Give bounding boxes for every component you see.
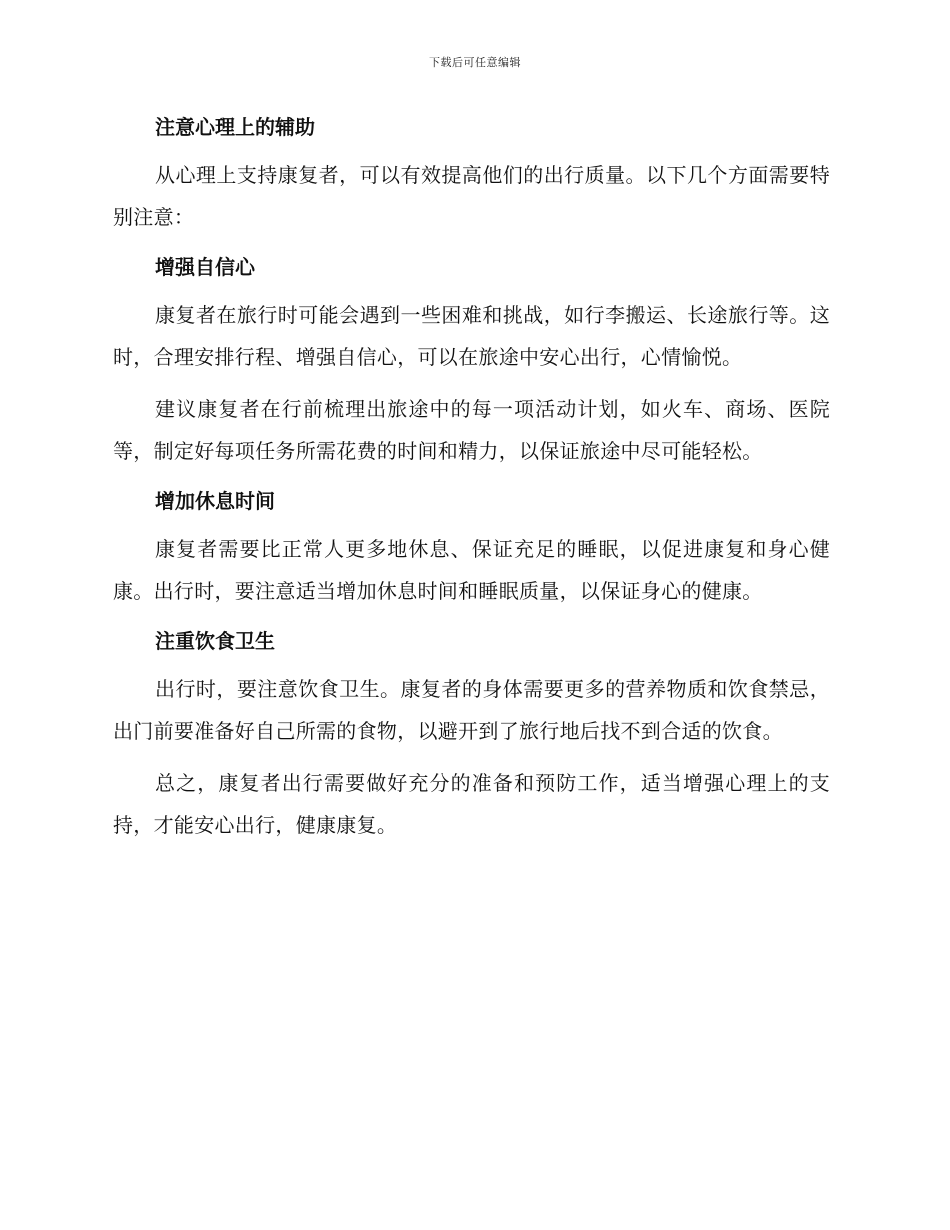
section-heading-confidence: 增强自信心: [155, 255, 255, 279]
paragraph-rest: 康复者需要比正常人更多地休息、保证充足的睡眠，以促进康复和身心健康。出行时，要注意适当增加休息时间和睡眠质量，以保证身心的健康。: [113, 537, 830, 603]
paragraph-diet: 出行时，要注意饮食卫生。康复者的身体需要更多的营养物质和饮食禁忌，出门前要准备好自己所需的食物，以避开到了旅行地后找不到合适的饮食。: [113, 677, 830, 743]
document-body: [113, 108, 830, 856]
section-heading-rest: 增加休息时间: [155, 489, 275, 513]
paragraph-conclusion: 总之，康复者出行需要做好充分的准备和预防工作，适当增强心理上的支持，才能安心出行，健康康复。: [113, 771, 830, 837]
page-header-note: 下载后可任意编辑: [429, 56, 521, 69]
paragraph-intro: 从心理上支持康复者，可以有效提高他们的出行质量。以下几个方面需要特别注意：: [113, 163, 830, 229]
paragraph-confidence-2: 建议康复者在行前梳理出旅途中的每一项活动计划，如火车、商场、医院等，制定好每项任务所需花费的时间和精力，以保证旅途中尽可能轻松。: [113, 397, 830, 463]
paragraph-confidence-1: 康复者在旅行时可能会遇到一些困难和挑战，如行李搬运、长途旅行等。这时，合理安排行程、增强自信心，可以在旅途中安心出行，心情愉悦。: [113, 303, 830, 369]
section-heading-psychological-support: 注意心理上的辅助: [155, 115, 315, 139]
section-heading-diet: 注重饮食卫生: [155, 629, 275, 653]
